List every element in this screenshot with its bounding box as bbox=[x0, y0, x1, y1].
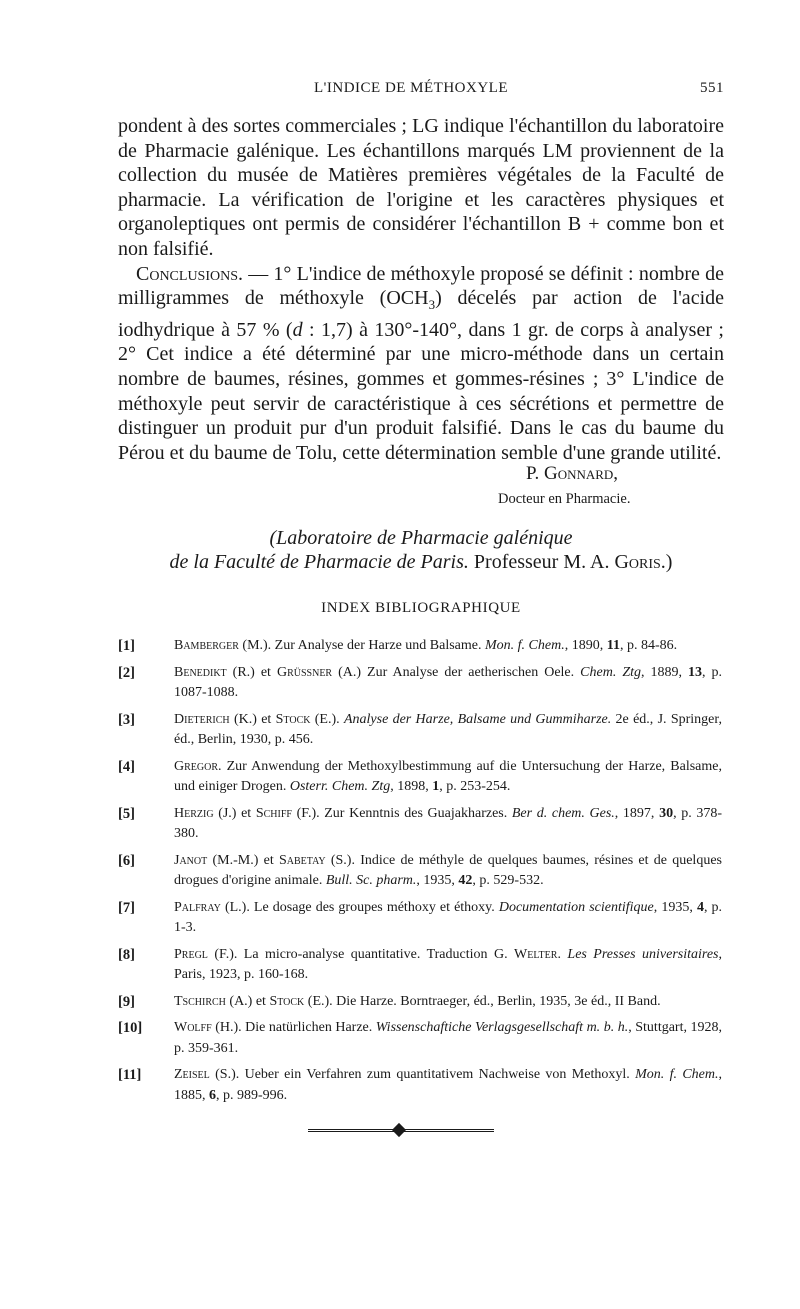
running-header bbox=[118, 78, 724, 106]
reference-entry bbox=[118, 1018, 722, 1059]
body-text bbox=[118, 114, 724, 465]
reference-text: (A.) et bbox=[225, 993, 270, 1009]
laboratory-credit bbox=[118, 526, 724, 574]
reference-entry bbox=[118, 898, 722, 939]
lab-line-2-italic: de la Faculté de Pharmacie de Paris. bbox=[169, 551, 469, 573]
reference-number: [2] bbox=[118, 664, 135, 681]
reference-volume: 6 bbox=[209, 1087, 216, 1103]
reference-entry bbox=[118, 804, 722, 845]
reference-entry bbox=[118, 945, 722, 986]
reference-entry bbox=[118, 992, 722, 1013]
reference-author: Stock bbox=[269, 993, 305, 1009]
lab-line-1: (Laboratoire de Pharmacie galénique bbox=[269, 527, 573, 549]
signature-name bbox=[526, 462, 724, 486]
reference-text: (R.) et bbox=[226, 664, 277, 680]
reference-author: Wolff bbox=[174, 1020, 212, 1035]
reference-journal: Osterr. Chem. Ztg bbox=[289, 779, 391, 794]
reference-author: Sabetay bbox=[278, 852, 326, 868]
reference-text: (S.). Indice de méthyle de quelques baumes, résines et de quelques drogues d'origine animale. bbox=[174, 852, 722, 888]
reference-author: Grüssner bbox=[276, 664, 333, 680]
reference-text: 2e éd., J. Springer, éd., Berlin, 1930, p. 456. bbox=[174, 711, 723, 747]
reference-author: Stock bbox=[275, 711, 311, 727]
paragraph-continuation: pondent à des sortes commerciales ; LG indique l'échantillon du laboratoire de Pharmacie galénique. Les échantillons marqués LM proviennent de la collection du musée de Matières premières végétales de la Faculté de pharmacie. La vérification de l'origine et les caractères physiques et organoleptiques ont permis de considérer l'échantillon B + comme bon et non falsifié. bbox=[118, 115, 724, 260]
reference-entry bbox=[118, 710, 722, 751]
signature bbox=[118, 462, 724, 512]
reference-entry bbox=[118, 1065, 722, 1106]
reference-text: (J.) et bbox=[213, 805, 256, 821]
reference-journal: Chem. Ztg bbox=[580, 664, 641, 680]
reference-pages: , p. 378-380. bbox=[174, 805, 722, 841]
reference-author: Dieterich bbox=[174, 711, 230, 727]
reference-journal: Bull. Sc. pharm. bbox=[325, 873, 417, 888]
reference-number: [8] bbox=[118, 946, 135, 963]
reference-text: (M.). Zur Analyse der Harze und Balsame. bbox=[238, 638, 485, 653]
reference-volume: 30 bbox=[659, 805, 674, 821]
reference-volume: 4 bbox=[696, 899, 704, 915]
reference-entry bbox=[118, 636, 722, 657]
diamond-icon bbox=[392, 1123, 406, 1137]
index-title: INDEX BIBLIOGRAPHIQUE bbox=[321, 600, 521, 616]
conclusions-text-b: ) décelés par action de l'acide iodhydrique à 57 % ( bbox=[118, 287, 724, 341]
reference-journal: Les Presses universitaires bbox=[567, 946, 719, 962]
reference-number: [6] bbox=[118, 852, 135, 869]
reference-journal: Analyse der Harze, Balsame und Gummiharze. bbox=[343, 711, 612, 727]
reference-author: Pregl bbox=[174, 946, 208, 962]
reference-entry bbox=[118, 663, 722, 704]
reference-author: Gregor bbox=[174, 758, 219, 774]
lab-professor-name: Goris bbox=[614, 551, 661, 573]
conclusions-text-c: : 1,7) à 130°-140°, dans 1 gr. de corps à analyser ; 2° Cet indice a été déterminé par une micro-méthode dans un certain nombre de baumes, résines, gommes et gommes-résines ; 3° L'indice de méthoxyle peut servir de caractéristique à ces sécrétions et permettre de distinguer un produit pur d'un produit falsifié. Dans le cas du baume du Pérou et du baume de Tolu, cette détermination semble d'une grande utilité. bbox=[118, 318, 724, 464]
reference-text: , 1885, bbox=[174, 1067, 722, 1103]
reference-text: (M.-M.) et bbox=[207, 852, 279, 868]
reference-number: [5] bbox=[118, 805, 135, 822]
reference-author: Herzig bbox=[174, 805, 214, 821]
reference-text: (F.). La micro-analyse quantitative. Traduction G. bbox=[207, 946, 515, 962]
signature-role: Docteur en Pharmacie. bbox=[498, 491, 631, 507]
reference-text: (F.). Zur Kenntnis des Guajakharzes. bbox=[291, 805, 512, 821]
reference-journal: Mon. f. Chem. bbox=[485, 638, 565, 653]
reference-pages: , p. 1-3. bbox=[174, 899, 723, 935]
reference-text: , 1897, bbox=[614, 805, 660, 821]
reference-volume: 11 bbox=[606, 638, 620, 653]
reference-pages: , p. 989-996. bbox=[216, 1087, 288, 1103]
reference-volume: 42 bbox=[458, 873, 473, 888]
reference-text: (H.). Die natürlichen Harze. bbox=[211, 1020, 376, 1035]
reference-text: (A.) Zur Analyse der aetherischen Oele. bbox=[332, 664, 581, 680]
reference-number: [9] bbox=[118, 993, 135, 1010]
reference-text: . Zur Anwendung der Methoxylbestimmung auf die Untersuchung der Harze, Balsame, und einiger Drogen. bbox=[174, 758, 722, 794]
reference-text: (L.). Le dosage des groupes méthoxy et éthoxy. bbox=[220, 899, 499, 915]
reference-volume: 13 bbox=[688, 664, 703, 680]
bibliography-list bbox=[118, 636, 722, 1112]
end-ornament bbox=[308, 1124, 494, 1136]
reference-pages: , p. 1087-1088. bbox=[174, 664, 723, 700]
running-title: L'INDICE DE MÉTHOXYLE bbox=[314, 80, 509, 96]
reference-pages: , p. 84-86. bbox=[619, 638, 678, 653]
reference-journal: Ber d. chem. Ges. bbox=[511, 805, 615, 821]
reference-journal: Documentation scientifique bbox=[498, 899, 654, 915]
reference-text: (S.). Ueber ein Verfahren zum quantitativem Nachweise von Methoxyl. bbox=[209, 1067, 636, 1082]
reference-pages: , p. 253-254. bbox=[439, 779, 511, 794]
conclusions-label: Conclusions. bbox=[136, 262, 244, 285]
reference-number: [10] bbox=[118, 1020, 143, 1036]
reference-text: , 1898, bbox=[390, 779, 433, 794]
reference-volume: 1 bbox=[432, 779, 440, 794]
lab-line-2-end: .) bbox=[660, 551, 673, 573]
reference-author: Janot bbox=[174, 852, 208, 868]
paragraph-conclusions bbox=[118, 262, 724, 466]
conclusions-text-a: — 1° L'indice de méthoxyle proposé se définit : nombre de milligrammes de méthoxyle (OCH bbox=[118, 262, 724, 310]
reference-text: , 1890, bbox=[564, 638, 607, 653]
reference-author: Palfray bbox=[174, 899, 221, 915]
reference-number: [4] bbox=[118, 758, 135, 775]
lab-line-2-rest: Professeur M. A. bbox=[468, 551, 615, 573]
reference-number: [7] bbox=[118, 899, 135, 916]
reference-author: Zeisel bbox=[174, 1067, 210, 1082]
reference-author: Benedikt bbox=[174, 664, 227, 680]
reference-pages: , p. 529-532. bbox=[472, 873, 544, 888]
reference-number: [3] bbox=[118, 711, 135, 728]
reference-author: Schiff bbox=[255, 805, 292, 821]
reference-journal: Wissenschaftiche Verlagsgesellschaft m. b. h. bbox=[375, 1020, 629, 1035]
reference-text: , 1935, bbox=[653, 899, 697, 915]
subscript-3: 3 bbox=[428, 297, 436, 313]
reference-text: , Paris, 1923, p. 160-168. bbox=[174, 946, 722, 982]
reference-entry bbox=[118, 757, 722, 798]
reference-author: Tschirch bbox=[174, 993, 226, 1009]
reference-text: (K.) et bbox=[229, 711, 276, 727]
reference-text: . bbox=[557, 946, 568, 962]
reference-journal: Mon. f. Chem. bbox=[635, 1067, 719, 1082]
page-number: 551 bbox=[700, 80, 724, 96]
reference-author: Welter bbox=[514, 946, 558, 962]
reference-entry bbox=[118, 851, 722, 892]
reference-text: , 1935, bbox=[416, 873, 459, 888]
reference-text: , Stuttgart, 1928, p. 359-361. bbox=[174, 1020, 722, 1056]
reference-number: [1] bbox=[118, 638, 135, 654]
reference-text: (E.). bbox=[310, 711, 344, 727]
signature-surname: Gonnard, bbox=[543, 463, 619, 484]
reference-text: , 1889, bbox=[641, 664, 689, 680]
reference-author: Bamberger bbox=[174, 638, 239, 653]
reference-number: [11] bbox=[118, 1067, 142, 1083]
density-symbol: d bbox=[292, 318, 303, 341]
reference-text: (E.). Die Harze. Borntraeger, éd., Berlin, 1935, 3e éd., II Band. bbox=[304, 993, 661, 1009]
signature-initial: P. bbox=[526, 463, 544, 484]
